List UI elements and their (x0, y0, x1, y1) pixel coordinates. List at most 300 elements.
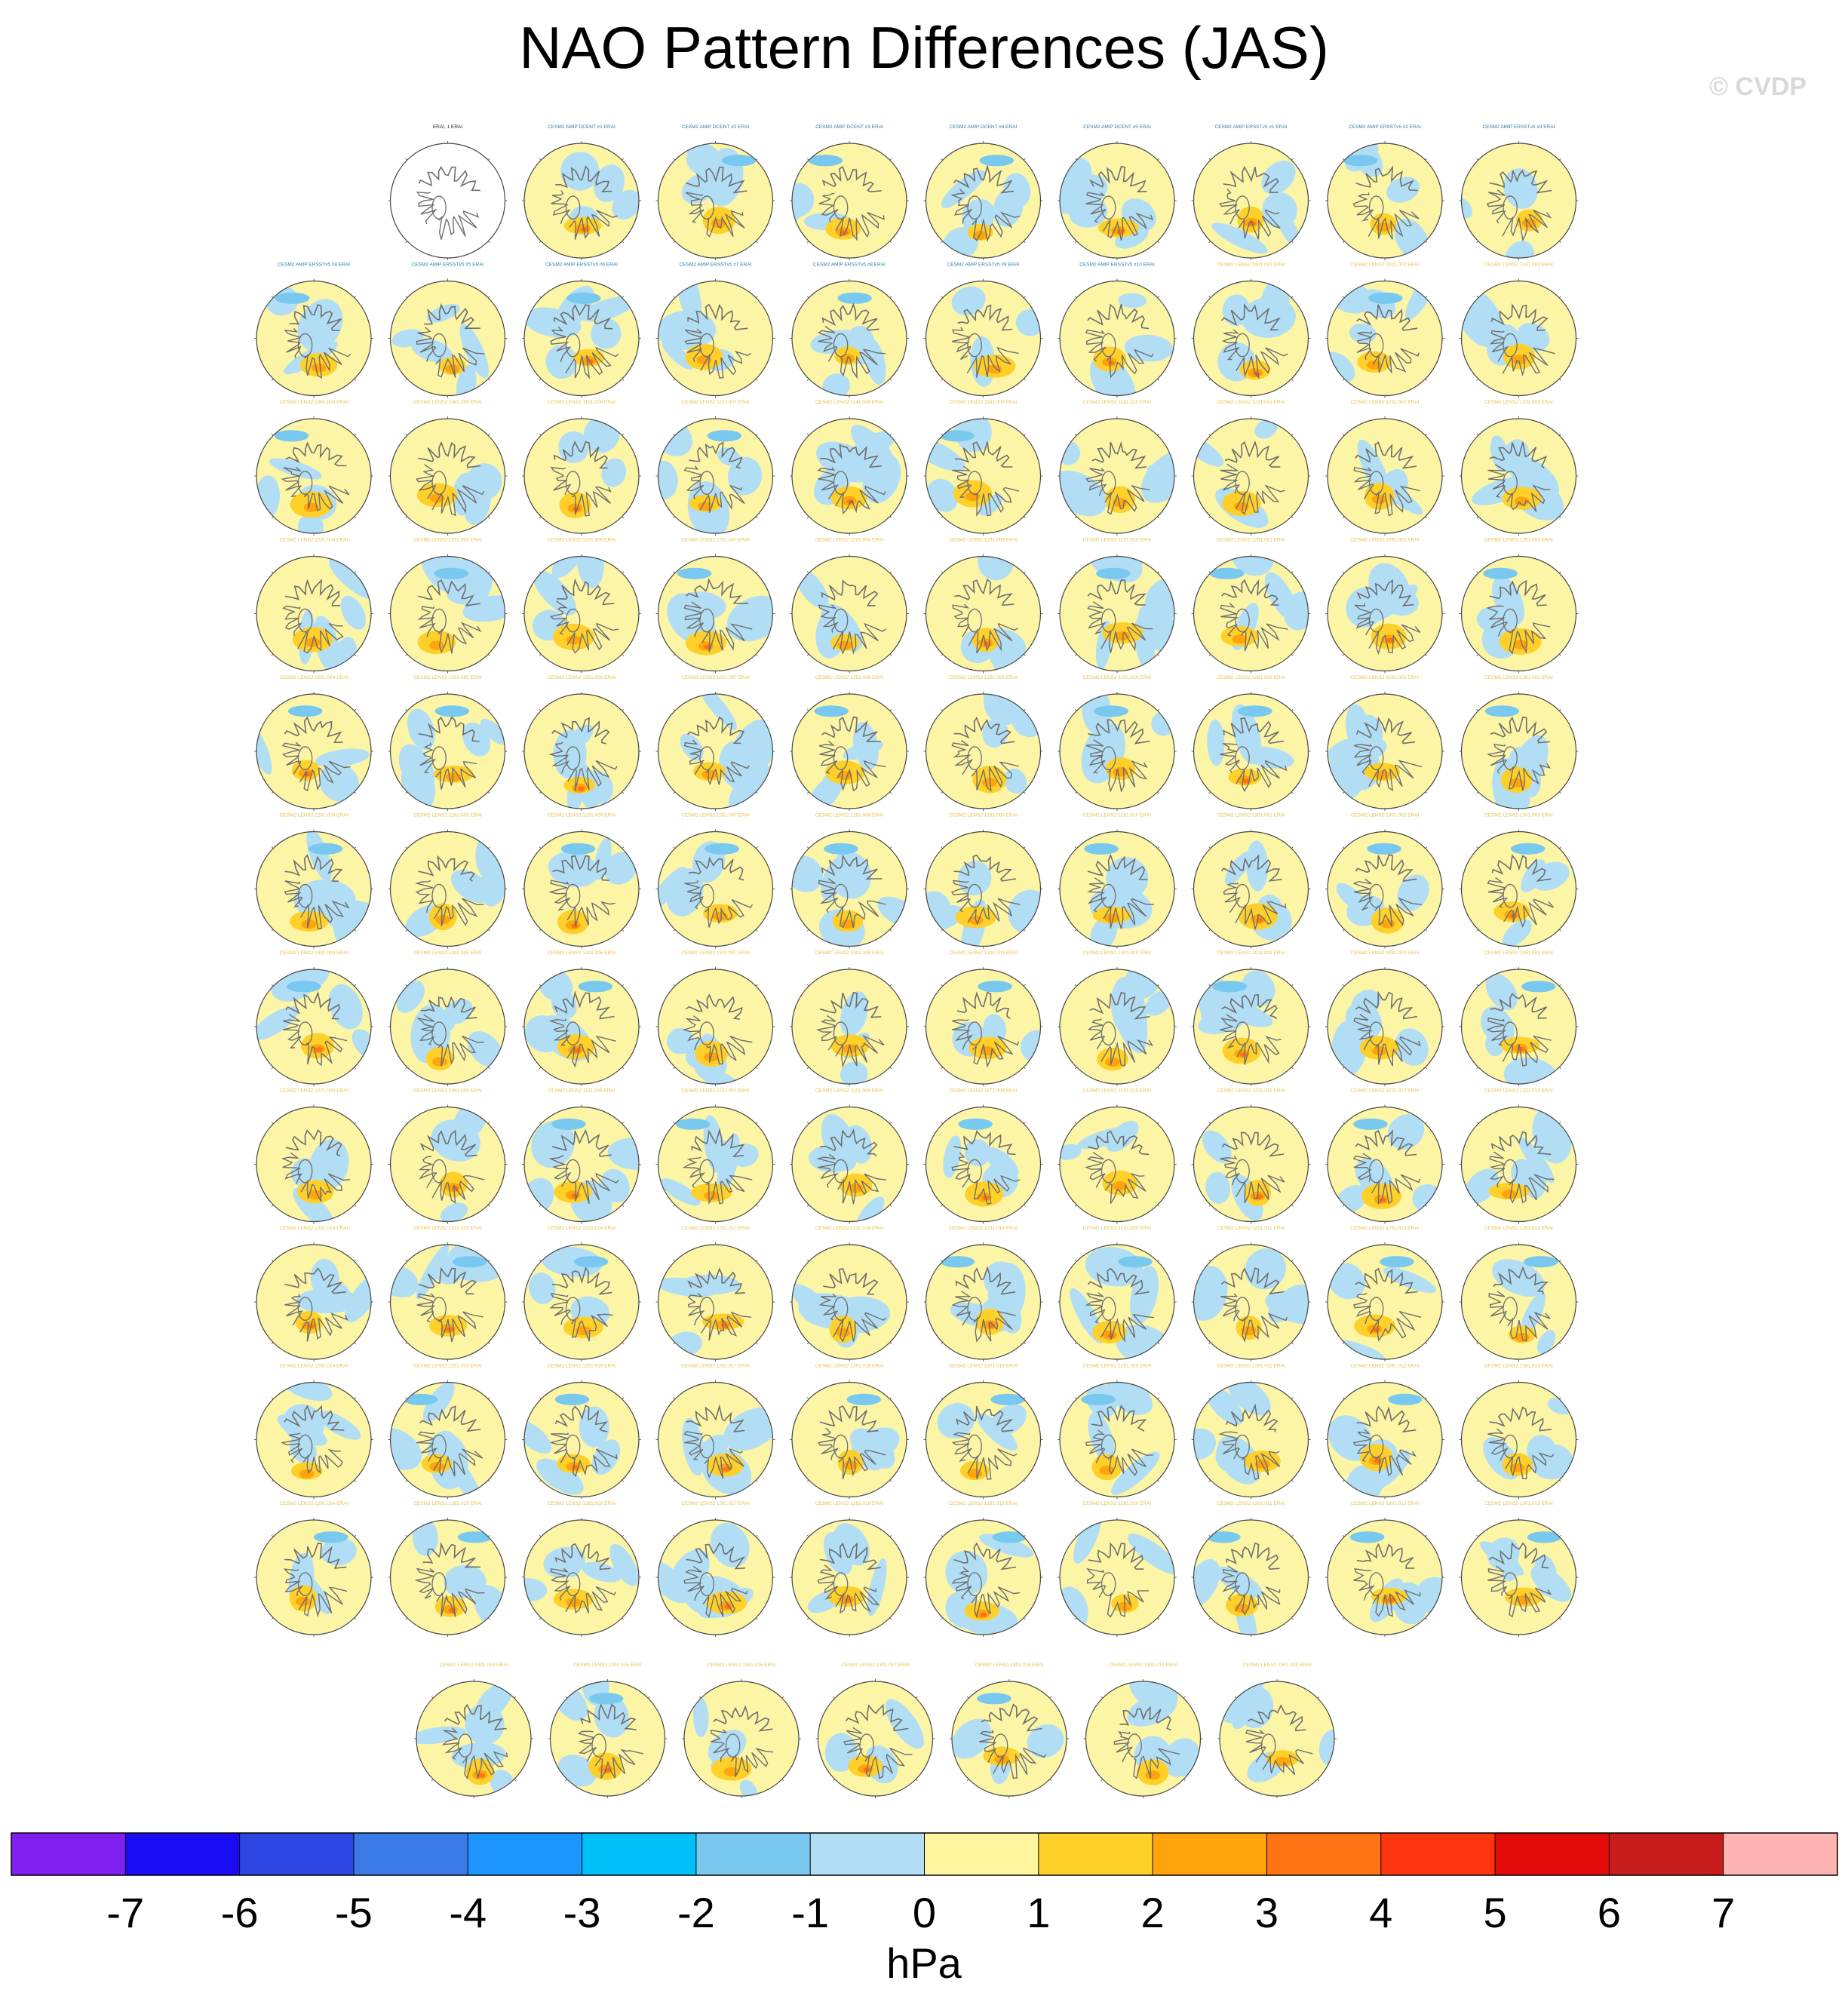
longitude-tick (566, 1779, 567, 1781)
panel-title: CESM2 LENS2 1301.010 ERAI (1082, 950, 1152, 956)
longitude-tick (1024, 792, 1025, 794)
map-panel (924, 1088, 1043, 1224)
map-panel (254, 263, 373, 398)
panel-title: CESM2 LENS2 1191.010 ERAI (1082, 1088, 1152, 1094)
map-panel (507, 1501, 644, 1637)
longitude-tick (833, 1696, 835, 1698)
longitude-tick (488, 1535, 490, 1537)
longitude-tick (1291, 1067, 1293, 1069)
colorbar-tick-label: 4 (1369, 1889, 1393, 1936)
longitude-tick (890, 158, 892, 160)
colorbar-swatch (354, 1833, 468, 1875)
longitude-tick (272, 929, 273, 931)
longitude-tick (1158, 241, 1159, 243)
anomaly-negative-strong (1521, 981, 1556, 992)
longitude-tick (807, 517, 809, 518)
panel-title: CESM2 LENS2 1301.018 ERAI (975, 1663, 1044, 1668)
map-panel (1460, 1501, 1579, 1637)
map-panel (1058, 950, 1178, 1086)
longitude-tick (833, 1779, 835, 1781)
longitude-tick (355, 1480, 356, 1481)
map-panel (1315, 675, 1444, 811)
longitude-tick (941, 1067, 943, 1069)
longitude-tick (890, 792, 892, 794)
longitude-tick (756, 709, 757, 711)
panel-title: CESM2 LENS2 1111.006 ERAI (548, 1088, 615, 1094)
longitude-tick (1426, 792, 1427, 794)
longitude-tick (1024, 296, 1025, 298)
map-panel (1177, 1364, 1311, 1500)
map-panel (944, 1663, 1070, 1798)
longitude-tick (406, 379, 407, 380)
longitude-tick (1426, 572, 1427, 573)
longitude-tick (1209, 296, 1211, 298)
anomaly-negative-strong (314, 1531, 348, 1543)
longitude-tick (756, 379, 757, 380)
longitude-tick (1559, 1535, 1561, 1537)
longitude-tick (890, 1480, 892, 1481)
longitude-tick (756, 296, 757, 298)
map-panel (388, 400, 509, 536)
anomaly-positive-peak (578, 787, 585, 791)
longitude-tick (1477, 1343, 1478, 1344)
panel-title: CESM2 AMIP DCENT #5 ERAI (1083, 124, 1151, 130)
panel-title: CESM2 LENS2 1251.014 ERAI (279, 1363, 348, 1369)
panel-title: CESM2 LENS2 1251.019 ERAI (949, 1363, 1018, 1369)
longitude-tick (890, 1343, 892, 1344)
longitude-tick (1426, 1398, 1427, 1399)
map-panel (1036, 124, 1177, 260)
longitude-tick (967, 1696, 969, 1698)
panel-title: CESM2 LENS2 1301.011 ERAI (1217, 1501, 1285, 1506)
longitude-tick (622, 1122, 624, 1124)
longitude-tick (539, 158, 541, 160)
longitude-tick (1183, 1696, 1185, 1698)
colorbar-swatch (1609, 1833, 1724, 1875)
map-panel (1192, 675, 1311, 811)
longitude-tick (1559, 1260, 1561, 1261)
map-panel (1325, 400, 1444, 536)
longitude-tick (1024, 984, 1025, 986)
longitude-tick (1209, 434, 1211, 435)
colorbar-tick-label: -4 (449, 1889, 487, 1936)
longitude-tick (1291, 984, 1293, 986)
panel-title: CESM2 LENS2 1061.004 ERAI (279, 400, 348, 405)
longitude-tick (1101, 1696, 1103, 1698)
longitude-tick (406, 847, 407, 849)
longitude-tick (514, 1779, 516, 1781)
longitude-tick (782, 1696, 784, 1698)
panel-title: CESM2 LENS2 1281.020 ERAI (1082, 1501, 1152, 1506)
map-panel (656, 263, 775, 398)
panel-title: CESM2 LENS2 1301.007 ERAI (681, 950, 750, 956)
longitude-tick (1075, 296, 1076, 298)
longitude-tick (890, 1535, 892, 1537)
longitude-tick (941, 241, 943, 243)
colorbar-swatch (810, 1833, 925, 1875)
longitude-tick (622, 1205, 624, 1206)
map-panel (790, 1501, 909, 1637)
longitude-tick (1343, 1618, 1344, 1620)
longitude-tick (272, 1260, 273, 1261)
longitude-tick (1477, 241, 1478, 243)
longitude-tick (1426, 1205, 1427, 1206)
anomaly-negative-strong (458, 1531, 493, 1543)
panel-title: CESM2 LENS2 1301.019 ERAI (1109, 1663, 1177, 1668)
anomaly-negative-strong (1483, 568, 1518, 579)
longitude-tick (355, 847, 356, 849)
panel-title: CESM2 LENS2 1231.006 ERAI (547, 537, 616, 543)
longitude-tick (756, 929, 757, 931)
anomaly-negative-strong (708, 430, 742, 441)
longitude-tick (622, 1260, 624, 1261)
map-panel (388, 675, 512, 814)
longitude-tick (1075, 1067, 1076, 1069)
panel-title: CESM2 LENS2 1301.004 ERAI (279, 950, 348, 956)
anomaly-negative-strong (404, 1394, 438, 1405)
longitude-tick (1291, 929, 1293, 931)
longitude-tick (406, 434, 407, 435)
longitude-tick (890, 517, 892, 518)
panel-title: CESM2 LENS2 1301.020 ERAI (1242, 1663, 1312, 1668)
longitude-tick (431, 1696, 433, 1698)
colorbar-tick-label: 2 (1140, 1889, 1165, 1936)
map-panel (790, 1364, 909, 1500)
map-panel (388, 538, 520, 674)
longitude-tick (807, 847, 809, 849)
anomaly-negative-strong (1118, 1256, 1153, 1267)
longitude-tick (272, 1480, 273, 1481)
longitude-tick (1291, 434, 1293, 435)
longitude-tick (1477, 1618, 1478, 1620)
map-panel (656, 1364, 788, 1504)
page-title: NAO Pattern Differences (JAS) (519, 14, 1329, 81)
longitude-tick (1158, 1535, 1159, 1537)
map-fill (1060, 1107, 1174, 1222)
longitude-tick (1477, 1122, 1478, 1124)
panel-title: CESM2 LENS2 1251.017 ERAI (681, 1363, 750, 1369)
longitude-tick (1559, 296, 1561, 298)
longitude-tick (756, 1122, 757, 1124)
longitude-tick (488, 158, 490, 160)
longitude-tick (674, 792, 675, 794)
longitude-tick (941, 1343, 943, 1344)
colorbar-tick-label: 3 (1254, 1889, 1279, 1936)
anomaly-negative-strong (1527, 1531, 1562, 1543)
longitude-tick (1024, 572, 1025, 573)
longitude-tick (1559, 1618, 1561, 1620)
longitude-tick (488, 792, 490, 794)
longitude-tick (1343, 847, 1344, 849)
longitude-tick (1024, 847, 1025, 849)
longitude-tick (1024, 517, 1025, 518)
longitude-tick (756, 1398, 757, 1399)
longitude-tick (674, 1122, 675, 1124)
longitude-tick (1209, 1122, 1211, 1124)
longitude-tick (1559, 1067, 1561, 1069)
longitude-tick (1477, 1260, 1478, 1261)
anomaly-negative-strong (1094, 705, 1128, 717)
longitude-tick (622, 572, 624, 573)
anomaly-positive-strong (299, 1469, 315, 1478)
longitude-tick (807, 1067, 809, 1069)
longitude-tick (1024, 1067, 1025, 1069)
longitude-tick (807, 572, 809, 573)
longitude-tick (355, 792, 356, 794)
longitude-tick (756, 1067, 757, 1069)
longitude-tick (890, 1618, 892, 1620)
panel-title: CESM2 LENS2 1301.003 ERAI (1484, 812, 1553, 818)
longitude-tick (355, 572, 356, 573)
longitude-tick (674, 709, 675, 711)
longitude-tick (1209, 929, 1211, 931)
map-panel (1058, 675, 1178, 811)
longitude-tick (1343, 792, 1344, 794)
anomaly-positive-peak (1240, 1052, 1247, 1057)
map-panel (388, 1088, 508, 1227)
panel-title: CESM2 AMIP ERSSTv5 #2 ERAI (1349, 124, 1421, 130)
longitude-tick (622, 654, 624, 655)
longitude-tick (1343, 296, 1344, 298)
longitude-tick (1426, 1343, 1427, 1344)
longitude-tick (1024, 1343, 1025, 1344)
longitude-tick (1024, 379, 1025, 380)
colorbar-swatch (11, 1833, 126, 1875)
longitude-tick (1426, 984, 1427, 986)
longitude-tick (756, 434, 757, 435)
colorbar-tick-label: 5 (1483, 1889, 1507, 1936)
longitude-tick (807, 158, 809, 160)
longitude-tick (967, 1779, 969, 1781)
longitude-tick (756, 517, 757, 518)
longitude-tick (1559, 434, 1561, 435)
panel-title: CESM2 LENS2 1301.006 ERAI (547, 950, 616, 956)
longitude-tick (674, 296, 675, 298)
longitude-tick (272, 1618, 273, 1620)
map-panel (774, 124, 909, 260)
map-panel (1460, 675, 1579, 827)
longitude-tick (1024, 1398, 1025, 1399)
longitude-tick (1209, 158, 1211, 160)
anomaly-positive-strong (296, 1597, 311, 1606)
panel-title: CESM2 LENS2 1151.008 ERAI (815, 1088, 884, 1094)
panel-title: CESM2 LENS2 1251.018 ERAI (815, 1363, 884, 1369)
longitude-tick (1075, 1535, 1076, 1537)
panel-title: CESM2 LENS2 1231.012 ERAI (1350, 1088, 1420, 1094)
panel-title: CESM2 LENS2 1091.005 ERAI (413, 1088, 482, 1094)
longitude-tick (514, 1696, 516, 1698)
map-panel (408, 1663, 533, 1800)
colorbar-swatch (1381, 1833, 1496, 1875)
longitude-tick (1343, 929, 1344, 931)
anomaly-negative-strong (551, 1119, 586, 1130)
longitude-tick (1075, 158, 1076, 160)
colorbar-tick-label: 6 (1597, 1889, 1621, 1936)
colorbar-swatch (468, 1833, 582, 1875)
longitude-tick (674, 158, 675, 160)
longitude-tick (807, 1398, 809, 1399)
anomaly-negative-strong (287, 981, 321, 992)
map-panel (640, 1501, 775, 1637)
longitude-tick (539, 241, 541, 243)
longitude-tick (1477, 654, 1478, 655)
longitude-tick (1559, 792, 1561, 794)
longitude-tick (406, 1260, 407, 1261)
anomaly-negative-strong (677, 568, 712, 579)
longitude-tick (539, 1122, 541, 1124)
panel-title: CESM2 LENS2 1251.020 ERAI (1082, 1363, 1152, 1369)
longitude-tick (807, 296, 809, 298)
map-panel (388, 813, 511, 949)
longitude-tick (622, 158, 624, 160)
map-panel (1051, 1501, 1184, 1637)
longitude-tick (674, 379, 675, 380)
panel-title: CESM2 LENS2 1231.016 ERAI (547, 1226, 616, 1231)
colorbar-tick-label: 1 (1027, 1889, 1051, 1936)
panel-title: CESM2 LENS2 1251.016 ERAI (547, 1363, 616, 1369)
longitude-tick (622, 1343, 624, 1344)
map-panel (1457, 1088, 1579, 1224)
longitude-tick (1158, 434, 1159, 435)
panel-title: CESM2 LENS2 1301.014 ERAI (439, 1663, 508, 1668)
anomaly-negative-strong (980, 155, 1015, 166)
anomaly-negative-strong (561, 843, 596, 855)
longitude-tick (1559, 1398, 1561, 1399)
anomaly-positive-strong (432, 1057, 447, 1066)
longitude-tick (890, 379, 892, 380)
longitude-tick (1158, 984, 1159, 986)
longitude-tick (807, 379, 809, 380)
panel-title: CESM2 LENS2 1231.008 ERAI (815, 537, 884, 543)
longitude-tick (539, 929, 541, 931)
longitude-tick (648, 1779, 649, 1781)
map-panel (1192, 263, 1311, 398)
map-panel (253, 400, 373, 541)
colorbar-tick-label: -6 (220, 1889, 259, 1936)
anomaly-negative-strong (555, 1394, 590, 1405)
longitude-tick (782, 1779, 784, 1781)
longitude-tick (539, 654, 541, 655)
longitude-tick (756, 1535, 757, 1537)
longitude-tick (674, 517, 675, 518)
map-panel (656, 538, 790, 674)
longitude-tick (1477, 929, 1478, 931)
longitude-tick (272, 1122, 273, 1124)
longitude-tick (539, 1398, 541, 1399)
colorbar-swatch (925, 1833, 1039, 1875)
longitude-tick (1477, 847, 1478, 849)
longitude-tick (1209, 984, 1211, 986)
map-panel (1325, 538, 1444, 674)
longitude-tick (1477, 158, 1478, 160)
map-panel (1192, 813, 1311, 949)
longitude-tick (1477, 1535, 1478, 1537)
longitude-tick (355, 709, 356, 711)
longitude-tick (674, 984, 675, 986)
anomaly-negative-strong (1096, 568, 1131, 579)
longitude-tick (807, 1343, 809, 1344)
longitude-tick (941, 434, 943, 435)
longitude-tick (1209, 1067, 1211, 1069)
longitude-tick (1158, 1122, 1159, 1124)
longitude-tick (674, 1535, 675, 1537)
map-panel (1058, 1358, 1177, 1500)
longitude-tick (355, 1122, 356, 1124)
longitude-tick (674, 1480, 675, 1481)
longitude-tick (1075, 929, 1076, 931)
longitude-tick (1559, 847, 1561, 849)
longitude-tick (1024, 434, 1025, 435)
map-panel (1448, 263, 1579, 398)
map-panel (1192, 1088, 1311, 1226)
anomaly-negative-strong (566, 293, 601, 304)
longitude-tick (1024, 1205, 1025, 1206)
longitude-tick (406, 1535, 407, 1537)
map-panel (244, 675, 373, 811)
longitude-tick (890, 572, 892, 573)
longitude-tick (406, 1618, 407, 1620)
panel-title: CESM2 LENS2 1301.008 ERAI (815, 950, 884, 956)
panel-title: CESM2 LENS2 1231.010 ERAI (1082, 537, 1152, 543)
panel-title: CESM2 AMIP DCENT #3 ERAI (815, 124, 883, 130)
panel-title: CESM2 LENS2 1051.003 ERAI (1484, 950, 1553, 956)
longitude-tick (1559, 158, 1561, 160)
map-panel (509, 1364, 641, 1502)
map-panel (682, 1663, 801, 1804)
longitude-tick (699, 1696, 701, 1698)
anomaly-negative-strong (676, 1119, 711, 1130)
panel-title: CESM2 LENS2 1181.010 ERAI (1082, 400, 1152, 405)
longitude-tick (756, 1618, 757, 1620)
longitude-tick (1343, 654, 1344, 655)
longitude-tick (272, 1535, 273, 1537)
colorbar-swatch (696, 1833, 811, 1875)
longitude-tick (1209, 517, 1211, 518)
longitude-tick (622, 984, 624, 986)
longitude-tick (1343, 1480, 1344, 1481)
longitude-tick (1291, 1618, 1293, 1620)
longitude-tick (941, 296, 943, 298)
longitude-tick (1209, 1205, 1211, 1206)
longitude-tick (488, 241, 490, 243)
longitude-tick (272, 1205, 273, 1206)
longitude-tick (1343, 1398, 1344, 1399)
anomaly-negative-strong (589, 1693, 624, 1704)
panel-title: CESM2 LENS2 1281.017 ERAI (681, 1501, 750, 1506)
longitude-tick (1158, 1618, 1159, 1620)
anomaly-negative-strong (1213, 981, 1248, 992)
map-panel (778, 813, 925, 956)
anomaly-negative-strong (958, 1119, 993, 1130)
map-panel (656, 1088, 775, 1224)
panel-title: CESM2 AMIP DCENT #4 ERAI (949, 124, 1018, 130)
longitude-tick (1291, 654, 1293, 655)
longitude-tick (406, 709, 407, 711)
map-panel (1321, 1226, 1444, 1366)
longitude-tick (1477, 1205, 1478, 1206)
longitude-tick (1426, 241, 1427, 243)
panel-title: CESM2 LENS2 1001.001 ERAI (1217, 262, 1285, 268)
panel-title: CESM2 AMIP ERSSTv5 #4 ERAI (278, 262, 350, 268)
map-panel (1460, 950, 1579, 1099)
longitude-tick (1426, 434, 1427, 435)
panel-title: CESM2 LENS2 1301.013 ERAI (1484, 1501, 1553, 1506)
panel-title: CESM2 LENS2 1231.011 ERAI (1217, 1088, 1285, 1094)
longitude-tick (648, 1696, 649, 1698)
longitude-tick (539, 572, 541, 573)
longitude-tick (890, 847, 892, 849)
map-panel (1176, 400, 1310, 536)
